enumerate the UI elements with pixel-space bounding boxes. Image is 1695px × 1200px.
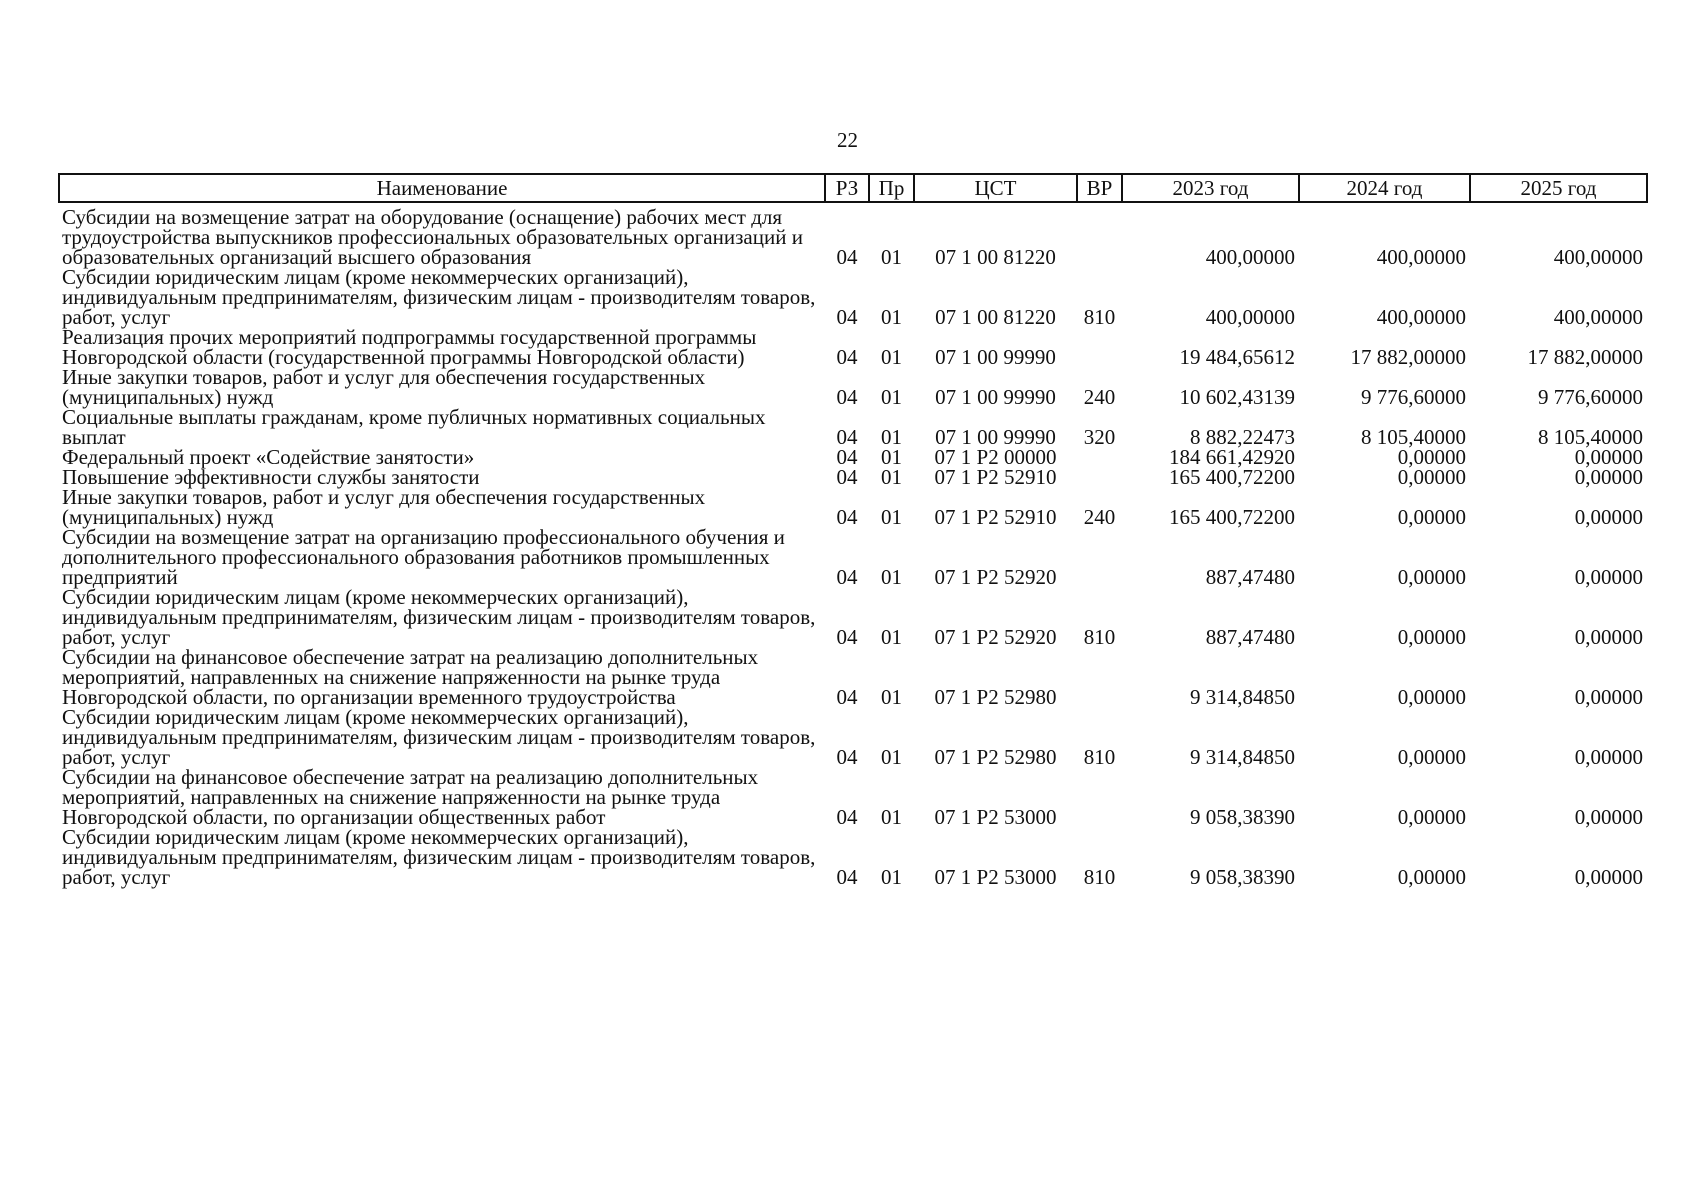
- cell-cst: 07 1 P2 52920: [934, 565, 1057, 589]
- cell-rz: 04: [836, 625, 858, 649]
- cell-2024: 8 105,40000: [1361, 425, 1466, 449]
- cell-2025: 0,00000: [1574, 625, 1643, 649]
- cell-2023: 10 602,43139: [1179, 385, 1295, 409]
- cell-rz: 04: [836, 445, 858, 469]
- header-name: Наименование: [59, 174, 825, 202]
- cell-pr: 01: [881, 505, 902, 529]
- cell-rz: 04: [836, 465, 858, 489]
- cell-2023: 184 661,42920: [1169, 445, 1295, 469]
- cell-name: Иные закупки товаров, работ и услуг для обеспечения государственных (муниципальных) нужд: [62, 365, 706, 409]
- cell-cst: 07 1 P2 53000: [934, 865, 1057, 889]
- cell-pr: 01: [881, 425, 902, 449]
- cell-2024: 0,00000: [1397, 685, 1466, 709]
- cell-2023: 887,47480: [1205, 625, 1295, 649]
- cell-2023: 9 314,84850: [1190, 745, 1295, 769]
- cell-vr: 810: [1083, 865, 1116, 889]
- table-row: [59, 827, 1647, 887]
- cell-name: Субсидии юридическим лицам (кроме некоммерческих организаций), индивидуальным предпринимателям, физическим лицам - производителям товаров, работ, услуг: [62, 265, 816, 329]
- cell-name: Реализация прочих мероприятий подпрограммы государственной программы Новгородской области (государственной программы Новгородской области): [62, 325, 757, 369]
- cell-2023: 400,00000: [1205, 245, 1295, 269]
- cell-2023: 9 058,38390: [1190, 805, 1295, 829]
- cell-name: Субсидии юридическим лицам (кроме некоммерческих организаций), индивидуальным предпринимателям, физическим лицам - производителям товаров, работ, услуг: [62, 705, 816, 769]
- cell-2024: 0,00000: [1397, 565, 1466, 589]
- cell-2025: 0,00000: [1574, 865, 1643, 889]
- cell-2025: 0,00000: [1574, 565, 1643, 589]
- cell-2024: 0,00000: [1397, 745, 1466, 769]
- cell-name: Субсидии юридическим лицам (кроме некоммерческих организаций), индивидуальным предпринимателям, физическим лицам - производителям товаров, работ, услуг: [62, 825, 816, 889]
- cell-2025: 400,00000: [1553, 305, 1643, 329]
- cell-vr: [1077, 202, 1122, 267]
- table-row: [59, 647, 1647, 707]
- cell-2024: 0,00000: [1397, 445, 1466, 469]
- cell-rz: 04: [836, 865, 858, 889]
- cell-pr: 01: [881, 345, 902, 369]
- cell-cst: 07 1 00 81220: [935, 245, 1056, 269]
- cell-pr: 01: [881, 685, 902, 709]
- cell-2023: 8 882,22473: [1190, 425, 1295, 449]
- cell-2025: 8 105,40000: [1538, 425, 1643, 449]
- cell-pr: 01: [881, 805, 902, 829]
- cell-vr: 810: [1083, 625, 1116, 649]
- cell-2024: 9 776,60000: [1361, 385, 1466, 409]
- cell-vr: [1077, 647, 1122, 707]
- cell-pr: 01: [881, 445, 902, 469]
- cell-cst: 07 1 00 99990: [935, 385, 1056, 409]
- header-2025: 2025 год: [1470, 174, 1647, 202]
- cell-2024: 0,00000: [1397, 505, 1466, 529]
- cell-vr: 810: [1083, 745, 1116, 769]
- table-row: [59, 587, 1647, 647]
- cell-2023: 400,00000: [1205, 305, 1295, 329]
- header-rz: РЗ: [825, 174, 869, 202]
- cell-name: Субсидии на возмещение затрат на оборудование (оснащение) рабочих мест для трудоустройства выпускников профессиональных образовательных организаций и образовательных организаций высшего образования: [62, 205, 803, 269]
- page-number: 22: [837, 128, 858, 152]
- cell-2024: 0,00000: [1397, 805, 1466, 829]
- cell-pr: 01: [881, 465, 902, 489]
- table-row: [59, 267, 1647, 327]
- cell-name: Субсидии на финансовое обеспечение затрат на реализацию дополнительных мероприятий, направленных на снижение напряженности на рынке труда Новгородской области, по организации общественных работ: [62, 765, 759, 829]
- cell-pr: 01: [881, 385, 902, 409]
- table-row: [59, 327, 1647, 367]
- cell-2024: 17 882,00000: [1350, 345, 1466, 369]
- cell-2023: 165 400,72200: [1169, 505, 1295, 529]
- cell-2024: 0,00000: [1397, 865, 1466, 889]
- cell-rz: 04: [836, 745, 858, 769]
- header-vr: ВР: [1077, 174, 1122, 202]
- cell-2025: 0,00000: [1574, 685, 1643, 709]
- cell-2024: 400,00000: [1376, 305, 1466, 329]
- cell-vr: [1077, 467, 1122, 487]
- cell-2025: 0,00000: [1574, 505, 1643, 529]
- header-2024: 2024 год: [1299, 174, 1470, 202]
- table-row: [59, 447, 1647, 467]
- table-row: [59, 367, 1647, 407]
- cell-2025: 0,00000: [1574, 465, 1643, 489]
- cell-cst: 07 1 00 99990: [935, 345, 1056, 369]
- cell-pr: 01: [881, 625, 902, 649]
- cell-rz: 04: [836, 385, 858, 409]
- table-row: [59, 487, 1647, 527]
- header-pr: Пр: [869, 174, 914, 202]
- cell-rz: 04: [836, 565, 858, 589]
- cell-rz: 04: [836, 305, 858, 329]
- cell-cst: 07 1 P2 00000: [934, 445, 1057, 469]
- cell-2023: 165 400,72200: [1169, 465, 1295, 489]
- cell-cst: 07 1 00 81220: [935, 305, 1056, 329]
- cell-2025: 9 776,60000: [1538, 385, 1643, 409]
- table-row: [59, 767, 1647, 827]
- cell-vr: 320: [1083, 425, 1116, 449]
- cell-2023: 19 484,65612: [1179, 345, 1295, 369]
- cell-rz: 04: [836, 685, 858, 709]
- cell-2025: 400,00000: [1553, 245, 1643, 269]
- cell-2023: 887,47480: [1205, 565, 1295, 589]
- cell-pr: 01: [881, 245, 902, 269]
- cell-pr: 01: [881, 865, 902, 889]
- cell-name: Иные закупки товаров, работ и услуг для обеспечения государственных (муниципальных) нужд: [62, 485, 706, 529]
- cell-cst: 07 1 P2 52980: [934, 685, 1057, 709]
- cell-pr: 01: [881, 565, 902, 589]
- budget-table: [58, 173, 1648, 887]
- table-row: [59, 202, 1647, 267]
- cell-vr: [1077, 327, 1122, 367]
- cell-rz: 04: [836, 805, 858, 829]
- cell-name: Субсидии на финансовое обеспечение затрат на реализацию дополнительных мероприятий, направленных на снижение напряженности на рынке труда Новгородской области, по организации временного трудоустройства: [62, 645, 759, 709]
- cell-vr: 240: [1083, 505, 1116, 529]
- cell-cst: 07 1 P2 52910: [934, 465, 1057, 489]
- cell-name: Субсидии юридическим лицам (кроме некоммерческих организаций), индивидуальным предпринимателям, физическим лицам - производителям товаров, работ, услуг: [62, 585, 816, 649]
- cell-name: Федеральный проект «Содействие занятости»: [62, 445, 475, 469]
- cell-cst: 07 1 00 99990: [935, 425, 1056, 449]
- cell-rz: 04: [836, 425, 858, 449]
- cell-vr: [1077, 447, 1122, 467]
- cell-cst: 07 1 P2 52920: [934, 625, 1057, 649]
- cell-2024: 0,00000: [1397, 625, 1466, 649]
- cell-2025: 0,00000: [1574, 445, 1643, 469]
- cell-2024: 0,00000: [1397, 465, 1466, 489]
- cell-vr: 810: [1083, 305, 1116, 329]
- table-row: [59, 407, 1647, 447]
- cell-2025: 17 882,00000: [1527, 345, 1643, 369]
- cell-cst: 07 1 P2 52910: [934, 505, 1057, 529]
- cell-cst: 07 1 P2 53000: [934, 805, 1057, 829]
- cell-2025: 0,00000: [1574, 805, 1643, 829]
- cell-rz: 04: [836, 505, 858, 529]
- cell-pr: 01: [881, 305, 902, 329]
- table-body: [59, 202, 1647, 887]
- table-row: [59, 527, 1647, 587]
- table-header: [59, 174, 1647, 202]
- header-2023: 2023 год: [1122, 174, 1299, 202]
- cell-rz: 04: [836, 245, 858, 269]
- cell-cst: 07 1 P2 52980: [934, 745, 1057, 769]
- cell-rz: 04: [836, 345, 858, 369]
- header-cst: ЦСТ: [914, 174, 1077, 202]
- cell-name: Повышение эффективности службы занятости: [62, 465, 480, 489]
- table-row: [59, 467, 1647, 487]
- cell-2025: 0,00000: [1574, 745, 1643, 769]
- cell-name: Социальные выплаты гражданам, кроме публичных нормативных социальных выплат: [62, 405, 766, 449]
- cell-2024: 400,00000: [1376, 245, 1466, 269]
- cell-2023: 9 314,84850: [1190, 685, 1295, 709]
- table-row: [59, 707, 1647, 767]
- cell-vr: 240: [1083, 385, 1116, 409]
- cell-vr: [1077, 767, 1122, 827]
- cell-pr: 01: [881, 745, 902, 769]
- cell-vr: [1077, 527, 1122, 587]
- cell-name: Субсидии на возмещение затрат на организацию профессионального обучения и дополнительного профессионального образования работников промышленных предприятий: [62, 525, 785, 589]
- cell-2023: 9 058,38390: [1190, 865, 1295, 889]
